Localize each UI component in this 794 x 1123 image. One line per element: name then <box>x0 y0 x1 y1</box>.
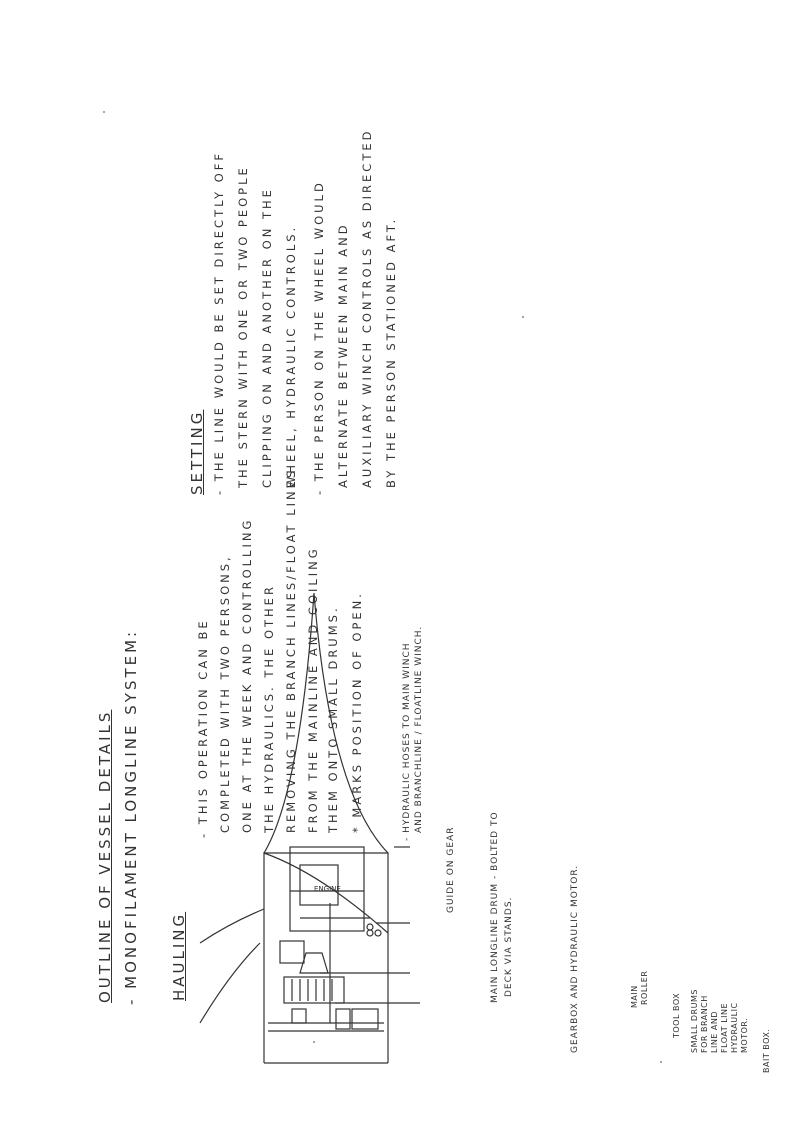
label-bait-box: BAIT BOX. <box>762 1028 771 1073</box>
line-to-roller <box>200 943 260 1023</box>
label-small-drums-3: LINE AND <box>710 1010 719 1053</box>
main-drum <box>284 977 344 1003</box>
setting-line: THE STERN WITH ONE OR TWO PEOPLE <box>236 165 250 488</box>
setting-line: - THE PERSON ON THE WHEEL WOULD <box>312 180 326 495</box>
engine-label: ENGINE <box>314 885 341 893</box>
label-main-drum: MAIN LONGLINE DRUM - BOLTED TO <box>490 811 500 1003</box>
document-subtitle: - MONOFILAMENT LONGLINE SYSTEM: <box>122 628 140 1005</box>
document-title: OUTLINE OF VESSEL DETAILS <box>96 709 114 1003</box>
scan-speck <box>313 1041 315 1043</box>
hauling-heading: HAULING <box>170 911 188 1001</box>
setting-line: - THE LINE WOULD BE SET DIRECTLY OFF <box>212 151 226 495</box>
setting-line: CLIPPING ON AND ANOTHER ON THE <box>260 187 274 488</box>
label-small-drums-2: FOR BRANCH <box>700 995 709 1053</box>
label-hydraulic-hoses: - HYDRAULIC HOSES TO MAIN WINCH <box>402 642 412 841</box>
label-small-drums-6: MOTOR. <box>740 1017 749 1053</box>
label-main-roller: MAIN <box>630 985 639 1008</box>
setting-line: WHEEL, HYDRAULIC CONTROLS. <box>284 224 298 488</box>
hauling-line: * MARKS POSITION OF OPEN. <box>350 591 364 833</box>
setting-line: AUXILIARY WINCH CONTROLS AS DIRECTED <box>360 128 374 488</box>
label-main-drum-2: DECK VIA STANDS. <box>504 896 514 997</box>
setting-line: ALTERNATE BETWEEN MAIN AND <box>336 222 350 488</box>
label-small-drums-4: FLOAT LINE <box>720 1002 729 1053</box>
scan-speck <box>660 1061 662 1063</box>
setting-line: BY THE PERSON STATIONED AFT. <box>384 216 398 488</box>
hauling-line: REMOVING THE BRANCH LINES/FLOAT LINES <box>284 467 298 833</box>
setting-heading: SETTING <box>188 409 206 495</box>
bow-outline <box>264 593 388 853</box>
label-gearbox: GEARBOX AND HYDRAULIC MOTOR. <box>570 864 580 1053</box>
label-guide: GUIDE ON GEAR <box>446 826 456 913</box>
hauling-line: ONE AT THE WEEK AND CONTROLLING <box>240 517 254 833</box>
hauling-line: THEM ONTO SMALL DRUMS. <box>326 605 340 833</box>
hauling-line: - THIS OPERATION CAN BE <box>196 618 210 838</box>
label-small-drums-5: HYDRAULIC <box>730 1002 739 1053</box>
hauling-line: THE HYDRAULICS. THE OTHER <box>262 584 276 833</box>
label-tool-box: TOOL BOX <box>672 992 681 1038</box>
hauling-line: FROM THE MAINLINE AND COILING <box>306 546 320 833</box>
scan-speck <box>522 316 524 318</box>
hauling-line: COMPLETED WITH TWO PERSONS, <box>218 554 232 833</box>
label-hydraulic-hoses-2: AND BRANCHLINE / FLOATLINE WINCH. <box>414 625 424 833</box>
label-main-roller-2: ROLLER <box>640 970 649 1005</box>
label-small-drums: SMALL DRUMS <box>690 989 699 1053</box>
scan-speck <box>103 111 105 113</box>
